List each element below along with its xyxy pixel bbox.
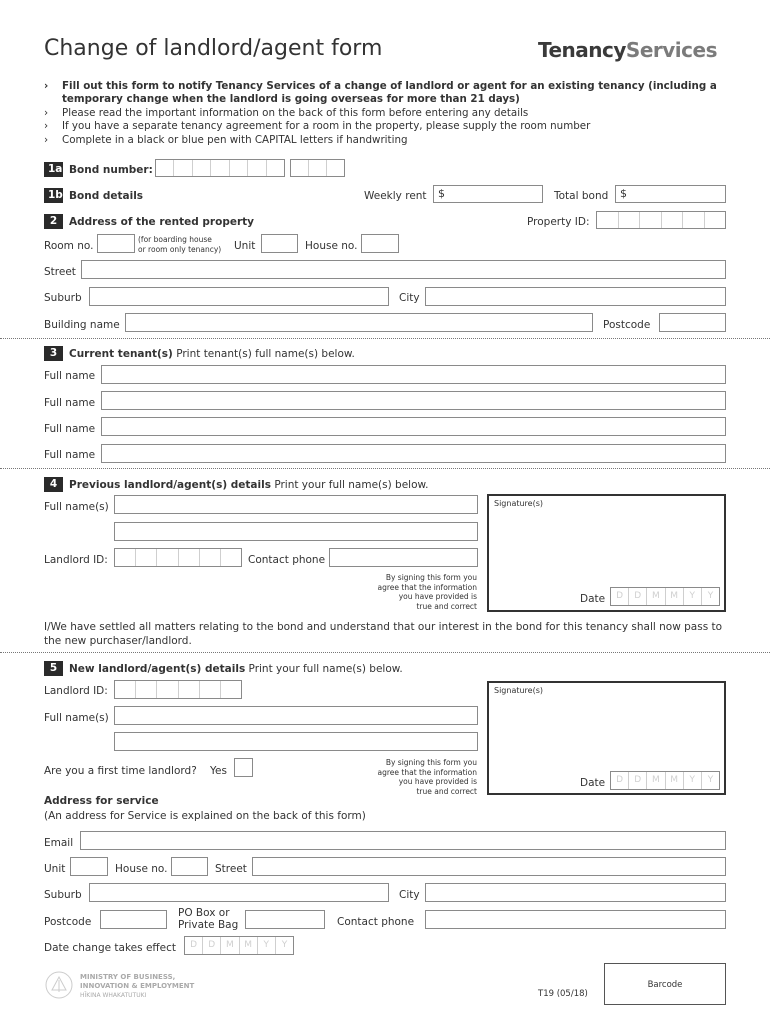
service-postcode-label: Postcode (44, 916, 92, 928)
mbie-line-1: MINISTRY OF BUSINESS, (80, 973, 176, 981)
po-box-line-2: Private Bag (178, 918, 239, 931)
chevron-icon: › (44, 120, 49, 133)
service-suburb-field[interactable] (89, 883, 389, 902)
prev-full-name-field-2[interactable] (114, 522, 478, 541)
date-hint-y: Y (684, 772, 702, 789)
tenant-full-name-field-2[interactable] (101, 391, 726, 410)
room-note-line-2: or room only tenancy) (138, 244, 222, 254)
agree-line-2: agree that the information (377, 767, 477, 777)
date-hint-m: M (647, 588, 665, 605)
current-tenants-heading (69, 347, 355, 361)
prev-signing-agreement (340, 573, 477, 611)
unit-field[interactable] (261, 234, 298, 253)
mbie-line-3: HĪKINA WHAKATUTUKI (80, 992, 147, 999)
city-label: City (399, 292, 420, 304)
dollar-sign: $ (438, 187, 445, 200)
intro-bullet-1: Fill out this form to notify Tenancy Services of a change of landlord or agent for an existing tenancy (including a temporary change when the landlord is going overseas for more than 21 days) (62, 80, 717, 106)
date-hint-y: Y (684, 588, 702, 605)
prev-contact-phone-label: Contact phone (248, 554, 326, 566)
new-signature-label: Signature(s) (494, 686, 544, 695)
tenant-full-name-label: Full name (44, 397, 96, 409)
house-no-label: House no. (305, 240, 358, 252)
date-hint-y: Y (707, 775, 714, 785)
previous-landlord-heading (69, 478, 428, 492)
new-date-field[interactable] (610, 771, 720, 790)
postcode-label: Postcode (603, 319, 651, 331)
tenant-full-name-label: Full name (44, 449, 96, 461)
agree-line-3: you have provided is (398, 592, 477, 601)
new-landlord-instruction: Print your full name(s) below. (248, 663, 403, 675)
room-no-field[interactable] (97, 234, 135, 253)
agree-line-4: true and correct (416, 601, 477, 611)
current-tenants-instruction: Print tenant(s) full name(s) below. (176, 348, 355, 360)
service-house-no-label: House no. (115, 863, 168, 875)
date-hint-d: D (611, 772, 629, 789)
agree-line-1: By signing this form you (385, 573, 477, 582)
prev-contact-phone-field[interactable] (329, 548, 478, 567)
city-field[interactable] (425, 287, 726, 306)
mbie-crest-icon (44, 970, 74, 1000)
prev-full-names-label: Full name(s) (44, 501, 109, 513)
weekly-rent-label: Weekly rent (364, 190, 427, 202)
prev-date-label: Date (580, 593, 606, 605)
mbie-line-2: INNOVATION & EMPLOYMENT (80, 982, 195, 990)
rented-property-address-label: Address of the rented property (69, 216, 254, 228)
new-landlord-heading (69, 662, 403, 676)
service-suburb-label: Suburb (44, 889, 82, 901)
chevron-icon: › (44, 106, 49, 119)
agree-line-1: By signing this form you (385, 758, 477, 767)
chevron-icon: › (44, 133, 49, 146)
suburb-label: Suburb (44, 292, 82, 304)
intro-instructions (44, 80, 734, 147)
intro-bullet-4: Complete in a black or blue pen with CAPITAL letters if handwriting (62, 133, 408, 146)
intro-bullet-3: If you have a separate tenancy agreement for a room in the property, please supply the room number (62, 120, 591, 133)
date-hint-m: M (240, 937, 258, 954)
building-name-label: Building name (44, 319, 120, 331)
logo-text-tenancy: Tenancy (538, 38, 626, 62)
service-contact-phone-field[interactable] (425, 910, 726, 929)
mbie-logo-text (80, 973, 194, 1000)
yes-label: Yes (210, 765, 227, 777)
tenant-full-name-field-3[interactable] (101, 417, 726, 436)
tenant-full-name-label: Full name (44, 423, 96, 435)
total-bond-field[interactable] (615, 185, 726, 203)
new-full-name-field-1[interactable] (114, 706, 478, 725)
date-hint-m: M (666, 772, 684, 789)
tenant-full-name-field-4[interactable] (101, 444, 726, 463)
section-2-badge: 2 (44, 214, 63, 229)
date-hint-d: D (611, 588, 629, 605)
date-hint-m: M (221, 937, 239, 954)
section-3-badge: 3 (44, 346, 63, 361)
bond-number-suffix-field[interactable] (290, 159, 345, 177)
dollar-sign: $ (620, 187, 627, 200)
date-hint-d: D (185, 937, 203, 954)
email-label: Email (44, 837, 74, 849)
date-hint-d: D (629, 772, 647, 789)
date-hint-y: Y (281, 940, 288, 950)
date-hint-m: M (666, 588, 684, 605)
service-street-field[interactable] (252, 857, 726, 876)
previous-landlord-label: Previous landlord/agent(s) details (69, 479, 271, 491)
total-bond-label: Total bond (554, 190, 609, 202)
page-title: Change of landlord/agent form (44, 36, 383, 61)
prev-signature-label: Signature(s) (494, 499, 544, 508)
first-time-landlord-label: Are you a first time landlord? (44, 765, 197, 777)
bond-number-field[interactable] (155, 159, 285, 177)
agree-line-2: agree that the information (377, 582, 477, 592)
date-change-label: Date change takes effect (44, 942, 176, 954)
date-change-field[interactable] (184, 936, 294, 955)
tenant-full-name-label: Full name (44, 370, 96, 382)
bond-details-label: Bond details (69, 190, 144, 202)
address-for-service-note: (An address for Service is explained on the back of this form) (44, 810, 366, 822)
house-no-field[interactable] (361, 234, 399, 253)
date-hint-y: Y (258, 937, 276, 954)
weekly-rent-field[interactable] (433, 185, 543, 203)
new-landlord-label: New landlord/agent(s) details (69, 663, 246, 675)
bond-number-label: Bond number: (69, 164, 153, 176)
room-note-line-1: (for boarding house (138, 235, 212, 244)
intro-bullet-2: Please read the important information on the back of this form before entering any details (62, 106, 529, 119)
date-hint-d: D (203, 937, 221, 954)
bond-settlement-statement: I/We have settled all matters relating to the bond and understand that our interest in the bond for this tenancy shall now pass to the new purchaser/landlord. (44, 621, 723, 647)
section-5-badge: 5 (44, 661, 63, 676)
new-full-names-label: Full name(s) (44, 712, 109, 724)
po-box-label (178, 908, 238, 931)
service-city-field[interactable] (425, 883, 726, 902)
room-note (138, 235, 221, 254)
prev-full-name-field-1[interactable] (114, 495, 478, 514)
building-name-field[interactable] (125, 313, 593, 332)
service-unit-label: Unit (44, 863, 66, 875)
agree-line-3: you have provided is (398, 777, 477, 786)
street-label: Street (44, 266, 76, 278)
service-street-label: Street (215, 863, 247, 875)
prev-landlord-id-field[interactable] (114, 548, 242, 567)
po-box-line-1: PO Box or (178, 907, 230, 919)
service-postcode-field[interactable] (100, 910, 167, 929)
logo-text-services: Services (625, 38, 717, 62)
chevron-icon: › (44, 80, 49, 92)
new-landlord-id-field[interactable] (114, 680, 242, 699)
email-field[interactable] (80, 831, 726, 850)
new-full-name-field-2[interactable] (114, 732, 478, 751)
section-divider (0, 338, 770, 339)
service-unit-field[interactable] (70, 857, 108, 876)
section-1b-badge: 1b (44, 188, 63, 203)
tenancy-services-logo (538, 38, 717, 62)
street-field[interactable] (81, 260, 726, 279)
address-for-service-heading: Address for service (44, 795, 159, 807)
po-box-field[interactable] (245, 910, 325, 929)
form-code: T19 (05/18) (538, 989, 588, 999)
section-4-badge: 4 (44, 477, 63, 492)
prev-date-field[interactable] (610, 587, 720, 606)
property-id-label: Property ID: (527, 216, 590, 228)
current-tenants-label: Current tenant(s) (69, 348, 173, 360)
service-contact-phone-label: Contact phone (337, 916, 415, 928)
tenant-full-name-field-1[interactable] (101, 365, 726, 384)
previous-landlord-instruction: Print your full name(s) below. (274, 479, 429, 491)
barcode-label: Barcode (647, 980, 683, 990)
first-time-yes-checkbox[interactable] (234, 758, 253, 777)
suburb-field[interactable] (89, 287, 389, 306)
date-hint-d: D (629, 588, 647, 605)
prev-landlord-id-label: Landlord ID: (44, 554, 108, 566)
agree-line-4: true and correct (416, 786, 477, 796)
section-divider (0, 468, 770, 469)
section-divider (0, 652, 770, 653)
barcode-box (604, 963, 726, 1005)
date-hint-m: M (647, 772, 665, 789)
unit-label: Unit (234, 240, 256, 252)
service-house-no-field[interactable] (171, 857, 208, 876)
service-city-label: City (399, 889, 420, 901)
new-landlord-id-label: Landlord ID: (44, 685, 108, 697)
new-date-label: Date (580, 777, 606, 789)
postcode-field[interactable] (659, 313, 726, 332)
property-id-field[interactable] (596, 211, 726, 229)
date-hint-y: Y (707, 591, 714, 601)
room-no-label: Room no. (44, 240, 94, 252)
section-1a-badge: 1a (44, 162, 63, 177)
new-signing-agreement (340, 758, 477, 796)
